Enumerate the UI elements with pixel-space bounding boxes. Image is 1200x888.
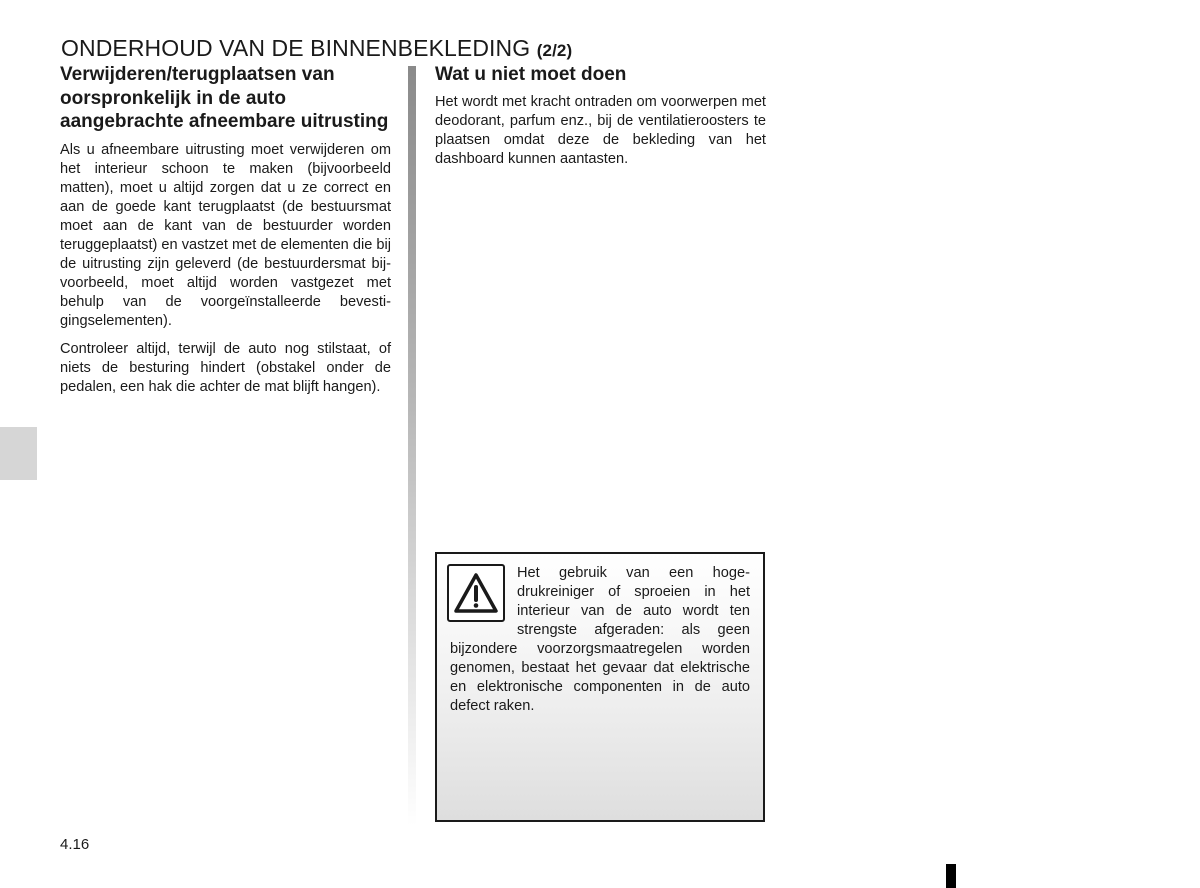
corner-crop-mark [946,864,956,888]
warning-triangle-icon [447,564,505,622]
removal-paragraph-1: Als u afneembare uitrusting moet verwijderen om het interieur schoon te maken (bijvoorbeeld matten), moet u altijd zorgen dat u ze correct en aan de goede kant terugplaatst (de bestuursmat moet aan de kant van de bestuurder worden teruggeplaatst) en vastzet met de elementen die bij de uitrusting zijn geleverd (de bestuurdersmat bijvoorbeeld, moet altijd worden vastgezet met behulp van de voorgeïnstalleerde bevestigingselementen). [60,141,391,329]
page-title [61,35,572,62]
donts-section-heading: Wat u niet moet doen [435,64,627,85]
page-number: 4.16 [60,836,90,853]
page-part-indicator: (2/2) [536,41,573,61]
page-title-text: ONDERHOUD VAN DE BINNENBEKLEDING [61,35,531,62]
column-divider [408,66,416,826]
removal-paragraph-2: Controleer altijd, terwijl de auto nog stilstaat, of niets de besturing hindert (obstakel onder de pedalen, een hak die achter de mat blijft hangen). [60,340,391,395]
warning-text: Het gebruik van een hogedrukreiniger of sproeien in het interieur van de auto wordt ten strengste afgeraden: als geen bijzondere voorzorgsmaatregelen worden genomen, bestaat het gevaar dat elektrische en elektronische componenten in de auto defect raken. [450,565,750,714]
left-column [60,63,391,406]
chapter-tab-marker [0,427,37,480]
warning-box [435,552,765,822]
removal-section-heading: Verwijderen/terugplaatsen van oorspronkelijk in de auto aangebrachte afneembare uitrusting [60,64,389,132]
donts-paragraph: Het wordt met kracht ontraden om voorwerpen met deodorant, parfum enz., bij de ventilatieroosters te plaatsen omdat deze de bekleding van het dashboard kunnen aantasten. [435,93,766,167]
right-column [435,63,766,178]
